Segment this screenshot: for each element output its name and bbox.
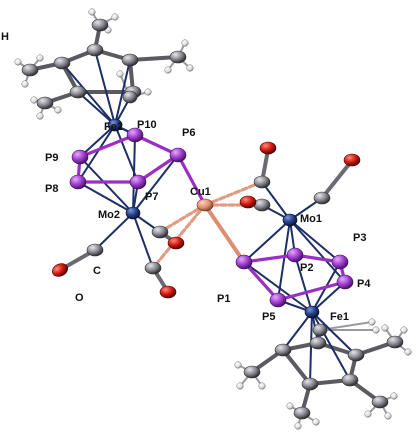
- label-mo2: Mo2: [98, 209, 120, 221]
- cp-ring-upper: [30, 25, 178, 103]
- label-p9: P9: [45, 152, 59, 164]
- carbon-atoms-upper: [22, 19, 186, 109]
- label-h: H: [1, 31, 9, 43]
- label-p1: P1: [217, 293, 231, 305]
- label-p4: P4: [357, 278, 371, 290]
- label-cu1: Cu1: [190, 186, 211, 198]
- label-p3: P3: [353, 232, 367, 244]
- carbon-atoms-lower: [244, 324, 403, 419]
- label-c: C: [93, 265, 101, 277]
- label-p8: P8: [45, 183, 59, 195]
- label-p6: P6: [182, 127, 196, 139]
- h-bonds-lower: [238, 322, 408, 426]
- label-mo1: Mo1: [300, 213, 322, 225]
- cu-bonds: [205, 205, 244, 262]
- copper-atom: [197, 199, 213, 211]
- label-p2: P2: [300, 262, 314, 274]
- label-p10: P10: [137, 119, 157, 131]
- label-fe2: Fe2: [104, 121, 123, 133]
- label-p7: P7: [145, 191, 159, 203]
- label-fe1: Fe1: [330, 311, 349, 323]
- label-o: O: [75, 292, 84, 304]
- label-p5: P5: [262, 311, 276, 323]
